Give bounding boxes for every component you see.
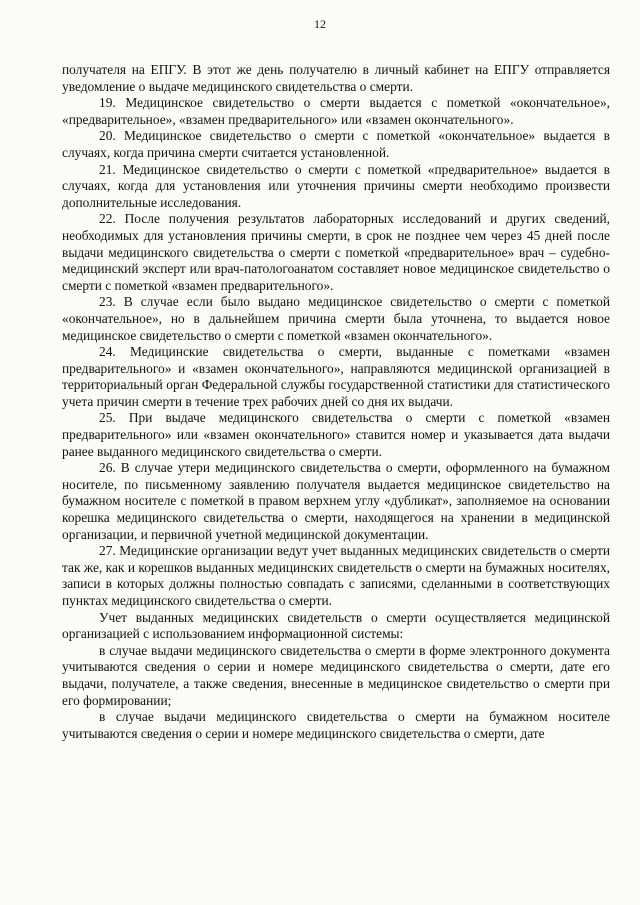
paragraph-20: 20. Медицинское свидетельство о смерти с пометкой «окончательное» выдается в случаях, когда причина смерти считается установленной. [62,128,610,160]
paragraph-21: 21. Медицинское свидетельство о смерти с пометкой «предварительное» выдается в случаях, когда для установления или уточнения причины смерти необходимо произвести дополнительные исследования. [62,161,610,210]
paragraph-27-paper: в случае выдачи медицинского свидетельства о смерти на бумажном носителе учитываются сведения о серии и номере медицинского свидетельства о смерти, дате [62,709,610,741]
page-number: 12 [314,17,326,31]
paragraph-22: 22. После получения результатов лабораторных исследований и других сведений, необходимых для установления причины смерти, в срок не позднее чем через 45 дней после выдачи медицинского свидетельства о смерти с пометкой «предварительное» врач – судебно-медицинский эксперт или врач-патологоанатом составляет новое медицинское свидетельство о смерти с пометкой «взамен предварительного». [62,211,610,293]
paragraph-continuation: получателя на ЕПГУ. В этот же день получателю в личный кабинет на ЕПГУ отправляется уведомление о выдаче медицинского свидетельства о смерти. [62,62,610,94]
paragraph-23: 23. В случае если было выдано медицинское свидетельство о смерти с пометкой «окончательное», но в дальнейшем причина смерти была уточнена, то выдается новое медицинское свидетельство о смерти с пометкой «взамен окончательного». [62,294,610,343]
paragraph-26: 26. В случае утери медицинского свидетельства о смерти, оформленного на бумажном носителе, по письменному заявлению получателя выдается медицинское свидетельство на бумажном носителе с пометкой в правом верхнем углу «дубликат», заполняемое на основании корешка медицинского свидетельства о смерти, находящегося на хранении в медицинской организации, и первичной учетной медицинской документации. [62,460,610,542]
paragraph-27-accounting: Учет выданных медицинских свидетельств о смерти осуществляется медицинской организацией с использованием информационной системы: [62,609,610,642]
paragraph-24: 24. Медицинские свидетельства о смерти, выданные с пометками «взамен предварительного» и «взамен окончательного», направляются медицинской организацией в территориальный орган Федеральной службы государственной статистики для статистического учета причин смерти в течение трех рабочих дней со дня их выдачи. [62,344,610,409]
paragraph-25: 25. При выдаче медицинского свидетельства о смерти с пометкой «взамен предварительного» или «взамен окончательного» ставится номер и указывается дата выдачи ранее выданного медицинского свидетельства о смерти. [62,410,610,459]
document-body [62,62,610,742]
paragraph-19: 19. Медицинское свидетельство о смерти выдается с пометкой «окончательное», «предварительное», «взамен предварительного» или «взамен окончательного». [62,95,610,127]
paragraph-27: 27. Медицинские организации ведут учет выданных медицинских свидетельств о смерти так же, как и корешков выданных медицинских свидетельств о смерти на бумажных носителях, записи в которых должны полностью совпадать с записями, сделанными в соответствующих пунктах медицинского свидетельства о смерти. [62,543,610,608]
paragraph-27-electronic: в случае выдачи медицинского свидетельства о смерти в форме электронного документа учитываются сведения о серии и номере медицинского свидетельства о смерти, дате его выдачи, получателе, а также сведения, внесенные в медицинское свидетельство о смерти при его формировании; [62,642,610,708]
